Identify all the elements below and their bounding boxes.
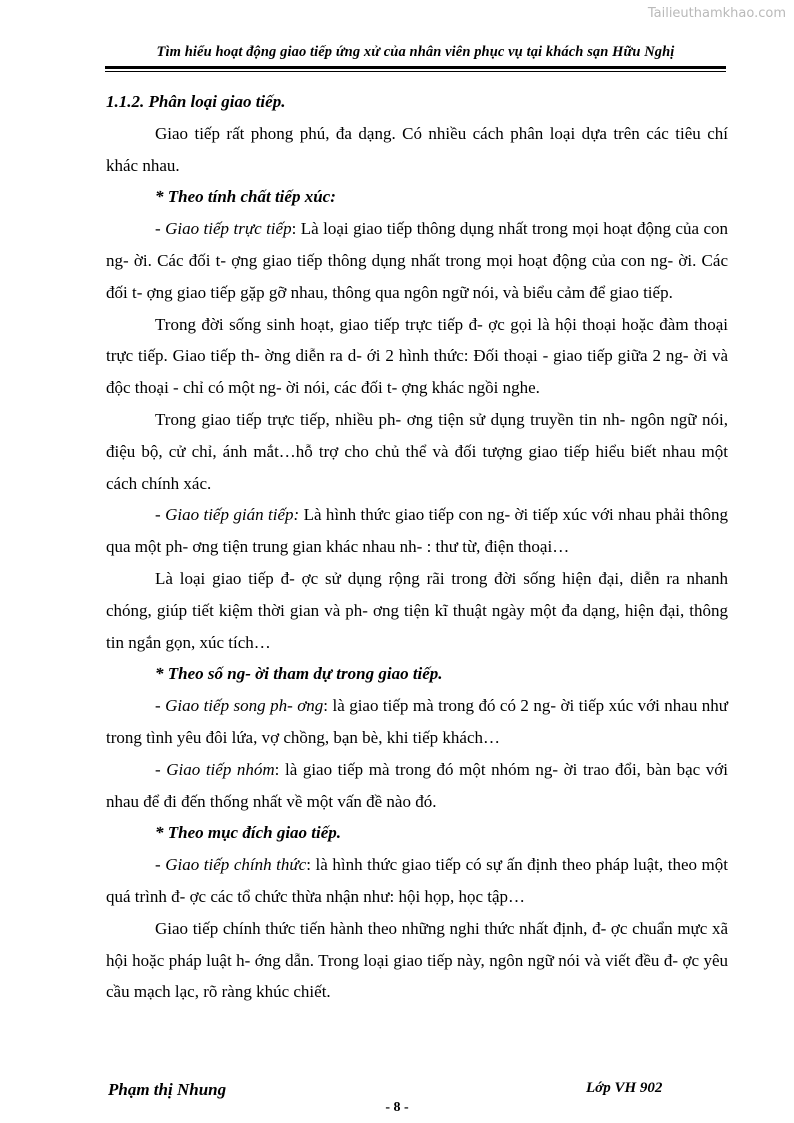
page-body: [106, 86, 728, 1008]
term-label: Giao tiếp song ph- ơng: [165, 696, 324, 716]
term-label: Giao tiếp gián tiếp:: [165, 505, 300, 525]
subheading: * Theo mục đích giao tiếp.: [155, 823, 342, 843]
paragraph: Giao tiếp chính thức tiến hành theo những nghi thức nhất định, đ- ợc chuẩn mực xã hội hoặc pháp luật h- ớng dẫn. Trong loại giao tiếp này, ngôn ngữ nói và viết đều đ- ợc yêu cầu mạch lạc, rõ ràng khúc chiết.: [106, 918, 728, 1002]
paragraph: Trong đời sống sinh hoạt, giao tiếp trực tiếp đ- ợc gọi là hội thoại hoặc đàm thoại trực tiếp. Giao tiếp th- ờng diễn ra d- ới 2 hình thức: Đối thoại - giao tiếp giữa 2 ng- ời và độc thoại - chỉ có một ng- ời nói, các đối t- ợng khác ngồi nghe.: [106, 314, 728, 398]
paragraph: - Giao tiếp trực tiếp: Là loại giao tiếp thông dụng nhất trong mọi hoạt động của con ng- ời. Các đối t- ợng giao tiếp thông dụng nhất trong mọi hoạt động của con ng- ời. Các đối t- ợng giao tiếp gặp gỡ nhau, thông qua ngôn ngữ nói, và biểu cảm để giao tiếp.: [106, 219, 728, 302]
paragraph: - Giao tiếp gián tiếp: Là hình thức giao tiếp con ng- ời tiếp xúc với nhau phải thông qua một ph- ơng tiện trung gian khác nhau nh- : thư từ, điện thoại…: [106, 505, 728, 557]
page-number: - 8 -: [385, 1100, 409, 1115]
footer-class: Lớp VH 902: [586, 1080, 663, 1096]
paragraph: Là loại giao tiếp đ- ợc sử dụng rộng rãi trong đời sống hiện đại, diễn ra nhanh chóng, giúp tiết kiệm thời gian và ph- ơng tiện kĩ thuật ngày một đa dạng, hiện đại, thông tin ngắn gọn, xúc tích…: [106, 568, 728, 652]
paragraph-text: Là hình thức giao tiếp con ng- ời tiếp xúc với nhau phải thông qua một ph- ơng tiện trung gian khác nhau nh- : thư từ, điện thoại…: [106, 505, 728, 557]
header-rule: [105, 66, 726, 72]
paragraph: - Giao tiếp nhóm: là giao tiếp mà trong đó một nhóm ng- ời trao đổi, bàn bạc với nhau để đi đến thống nhất về một vấn đề nào đó.: [106, 759, 728, 811]
section-title: 1.1.2. Phân loại giao tiếp.: [106, 92, 286, 111]
term-label: Giao tiếp trực tiếp: [165, 219, 292, 239]
paragraph-text: : là giao tiếp mà trong đó có 2 ng- ời tiếp xúc với nhau như trong tình yêu đôi lứa, vợ chồng, bạn bè, khi tiếp khách…: [106, 696, 728, 747]
paragraph-text: : là hình thức giao tiếp có sự ấn định theo pháp luật, theo một quá trình đ- ợc các tổ chức thừa nhận như: hội họp, học tập…: [106, 855, 728, 906]
footer-author: Phạm thị Nhung: [108, 1080, 227, 1099]
watermark: Tailieuthamkhao.com: [647, 6, 786, 21]
paragraph-text: : Là loại giao tiếp thông dụng nhất trong mọi hoạt động của con ng- ời. Các đối t- ợng giao tiếp thông dụng nhất trong mọi hoạt động của con ng- ời. Các đối t- ợng giao tiếp gặp gỡ nhau, thông qua ngôn ngữ nói, và biểu cảm để giao tiếp.: [106, 219, 728, 302]
term-label: Giao tiếp chính thức: [165, 855, 307, 875]
running-header: Tìm hiểu hoạt động giao tiếp ứng xử của nhân viên phục vụ tại khách sạn Hữu Nghị: [156, 44, 675, 60]
paragraph-text: : là giao tiếp mà trong đó một nhóm ng- ời trao đổi, bàn bạc với nhau để đi đến thống nhất về một vấn đề nào đó.: [106, 759, 728, 811]
paragraph: Giao tiếp rất phong phú, đa dạng. Có nhiều cách phân loại dựa trên các tiêu chí khác nhau.: [106, 123, 728, 175]
paragraph: Trong giao tiếp trực tiếp, nhiều ph- ơng tiện sử dụng truyền tin nh- ngôn ngữ nói, điệu bộ, cử chỉ, ánh mắt…hỗ trợ cho chủ thể và đối tượng giao tiếp hiểu biết nhau một cách chính xác.: [106, 409, 728, 493]
term-label: Giao tiếp nhóm: [166, 759, 275, 779]
paragraph: - Giao tiếp chính thức: là hình thức giao tiếp có sự ấn định theo pháp luật, theo một quá trình đ- ợc các tổ chức thừa nhận như: hội họp, học tập…: [106, 855, 728, 906]
paragraph: - Giao tiếp song ph- ơng: là giao tiếp mà trong đó có 2 ng- ời tiếp xúc với nhau như trong tình yêu đôi lứa, vợ chồng, bạn bè, khi tiếp khách…: [106, 696, 728, 747]
subheading: * Theo số ng- ời tham dự trong giao tiếp.: [155, 664, 443, 684]
subheading: * Theo tính chất tiếp xúc:: [155, 187, 336, 207]
